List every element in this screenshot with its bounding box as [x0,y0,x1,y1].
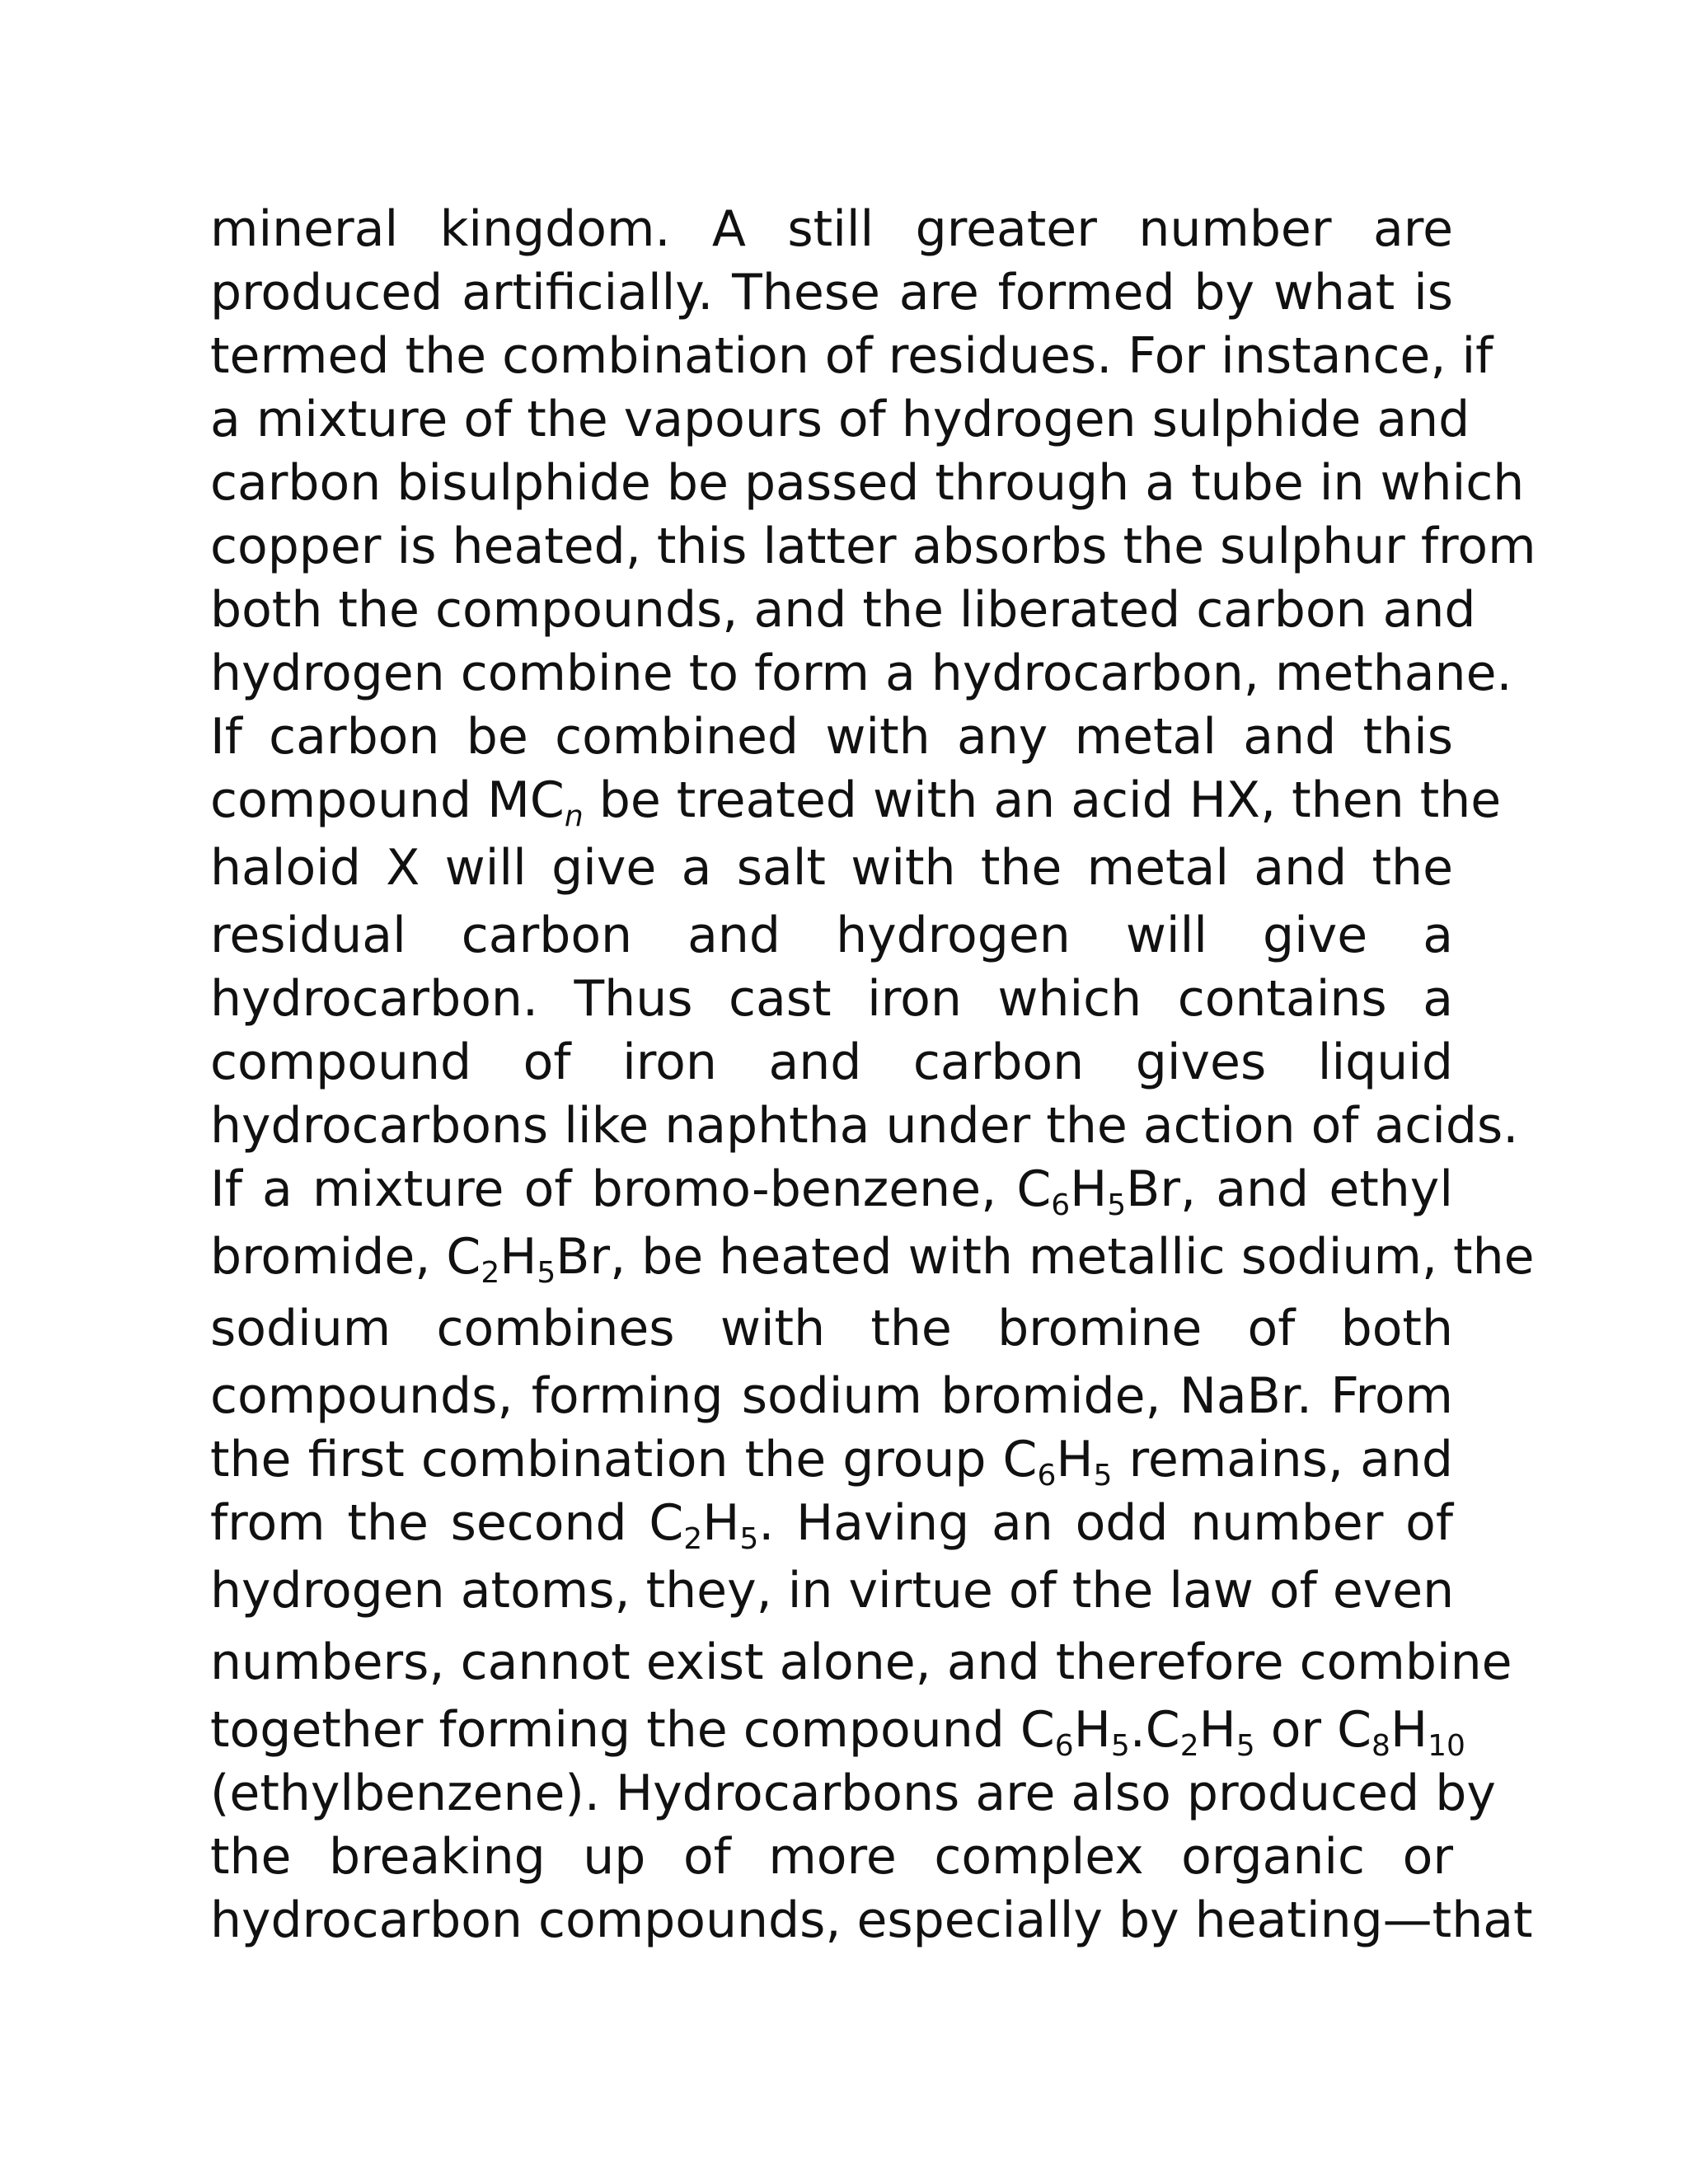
text-run: . Having an odd number of [758,1494,1453,1552]
text-run: H [499,1228,537,1286]
body-text [210,198,1536,1952]
text-run: the first combination the group C [210,1431,1038,1488]
text-line: mineral kingdom. A still greater number are [210,200,1453,258]
subscript: 8 [1372,1728,1390,1763]
text-line [210,769,1502,833]
subscript: 6 [1051,1188,1071,1222]
subscript: 2 [481,1255,500,1290]
text-run: H [1056,1431,1094,1488]
text-line [210,1492,1453,1555]
text-run: Br, be heated with metallic sodium, the [556,1228,1535,1286]
text-run: compound MC [210,771,565,829]
text-line: the breaking up of more complex organic or [210,1828,1453,1886]
text-run: H [1070,1160,1108,1218]
subscript: 5 [1093,1458,1113,1493]
text-line: numbers, cannot exist alone, and therefore combine [210,1633,1512,1691]
text-line: If carbon be combined with any metal and this [210,708,1453,766]
text-run: Br, and ethyl [1126,1160,1453,1218]
subscript: 6 [1054,1728,1074,1763]
text-line [210,1158,1453,1221]
text-line: haloid X will give a salt with the metal and the [210,839,1453,897]
text-line: termed the combination of residues. For instance, if [210,327,1493,385]
text-line: produced artificially. These are formed by what is [210,264,1453,321]
subscript: 5 [537,1255,556,1290]
subscript: 5 [739,1521,759,1556]
subscript: 5 [1236,1728,1255,1763]
subscript: 6 [1037,1458,1057,1493]
subscript: 10 [1428,1728,1465,1763]
text-run: from the second C [210,1494,684,1552]
text-line: copper is heated, this latter absorbs the sulphur from [210,518,1536,575]
text-run: H [1390,1701,1428,1759]
text-line: a mixture of the vapours of hydrogen sulphide and [210,391,1470,448]
text-line [210,1699,1465,1763]
text-line: compounds, forming sodium bromide, NaBr. From [210,1367,1453,1425]
subscript: 2 [1179,1728,1199,1763]
subscript: n [564,799,584,833]
text-run: If a mixture of bromo-benzene, C [210,1160,1052,1218]
text-line: hydrocarbons like naphtha under the action of acids. [210,1097,1519,1155]
text-line: (ethylbenzene). Hydrocarbons are also produced by [210,1765,1496,1822]
text-run: H [702,1494,740,1552]
text-run: or C [1254,1701,1372,1759]
subscript: 5 [1110,1728,1130,1763]
text-run: bromide, C [210,1228,481,1286]
text-run: be treated with an acid HX, then the [583,771,1502,829]
text-run: .C [1129,1701,1180,1759]
text-line: compound of iron and carbon gives liquid [210,1033,1453,1091]
text-line: hydrocarbon compounds, especially by heating—that [210,1891,1533,1949]
text-line: hydrocarbon. Thus cast iron which contains a [210,970,1453,1028]
text-line: hydrogen atoms, they, in virtue of the law of even [210,1562,1455,1619]
text-line [210,1221,1535,1293]
text-run: together forming the compound C [210,1701,1055,1759]
text-line: carbon bisulphide be passed through a tube in which [210,454,1525,512]
text-line: hydrogen combine to form a hydrocarbon, methane. [210,644,1512,702]
subscript: 2 [683,1521,703,1556]
text-run: remains, and [1112,1431,1453,1488]
subscript: 5 [1107,1188,1127,1222]
text-line: both the compounds, and the liberated carbon and [210,581,1476,639]
text-line: residual carbon and hydrogen will give a [210,907,1453,964]
text-line [210,1428,1453,1492]
text-run: H [1073,1701,1111,1759]
text-run: H [1198,1701,1236,1759]
text-line: sodium combines with the bromine of both [210,1300,1453,1357]
